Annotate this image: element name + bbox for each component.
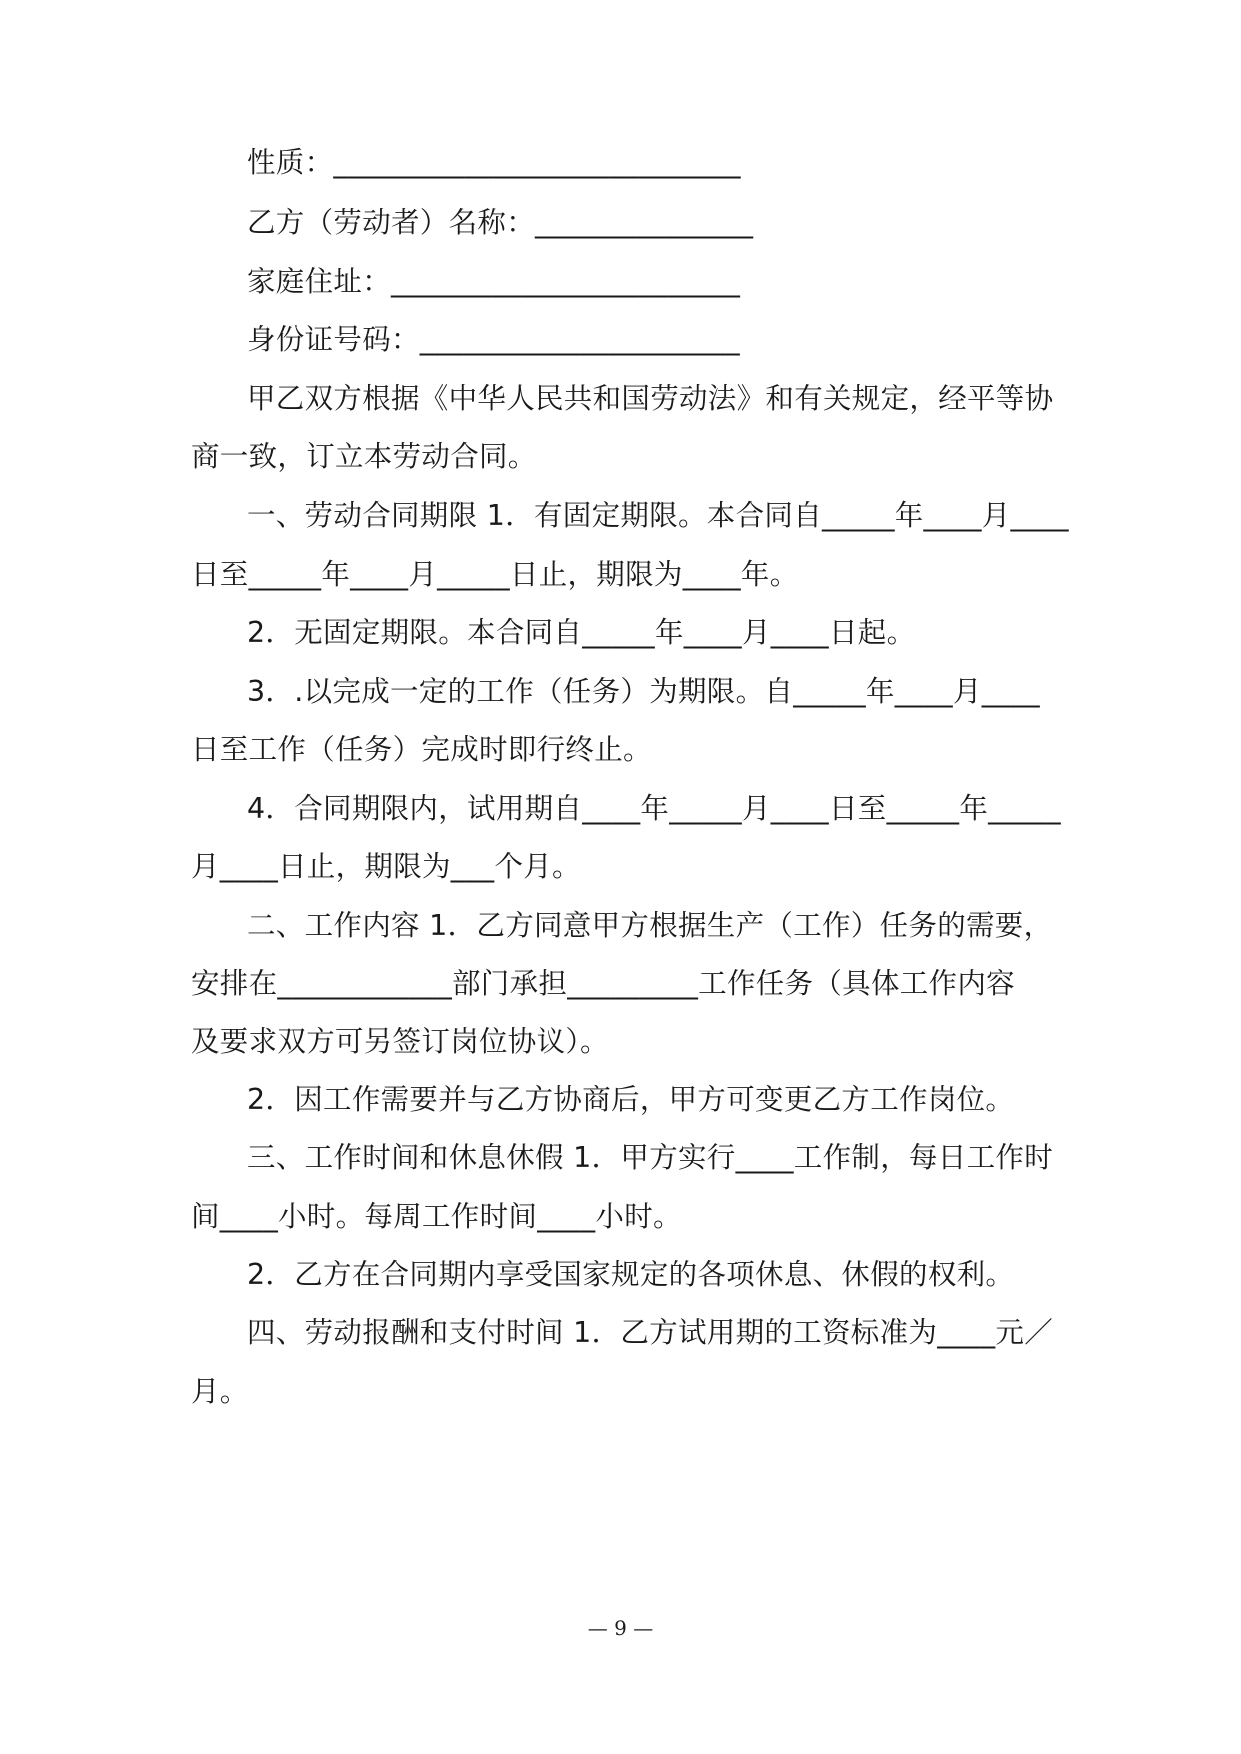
working-hours-clause-1-line-1: 三、工作时间和休息休假 1．甲方实行____工作制，每日工作时: [247, 1141, 1053, 1174]
contract-term-clause-3-line-2: 日至工作（任务）完成时即行终止。: [191, 733, 652, 766]
page-number: — 9 —: [587, 1616, 654, 1640]
contract-term-clause-3-line-1: 3．.以完成一定的工作（任务）为期限。自_____年____月____: [247, 675, 1040, 708]
nature-field: 性质：____________________________: [247, 146, 741, 179]
work-content-clause-1-line-3: 及要求双方可另签订岗位协议）。: [191, 1025, 609, 1058]
work-content-clause-2: 2．因工作需要并与乙方协商后，甲方可变更乙方工作岗位。: [247, 1083, 1015, 1116]
probation-clause-line-1: 4．合同期限内，试用期自____年_____月____日至_____年_____: [247, 792, 1061, 825]
id-number-field: 身份证号码：______________________: [247, 323, 740, 356]
work-content-clause-1-line-2: 安排在____________部门承担_________工作任务（具体工作内容: [191, 967, 1015, 1000]
remuneration-clause-1-line-2: 月。: [191, 1375, 249, 1408]
working-hours-clause-1-line-2: 间____小时。每周工作时间____小时。: [191, 1200, 682, 1233]
work-content-clause-1-line-1: 二、工作内容 1．乙方同意甲方根据生产（工作）任务的需要，: [247, 909, 1053, 942]
preamble-line-1: 甲乙双方根据《中华人民共和国劳动法》和有关规定，经平等协: [247, 382, 1054, 415]
preamble-line-2: 商一致，订立本劳动合同。: [191, 440, 537, 473]
party-b-name-field: 乙方（劳动者）名称：_______________: [247, 206, 754, 239]
remuneration-clause-1-line-1: 四、劳动报酬和支付时间 1．乙方试用期的工资标准为____元／: [247, 1316, 1053, 1349]
contract-term-clause-2: 2．无固定期限。本合同自_____年____月____日起。: [247, 616, 916, 649]
working-hours-clause-2: 2．乙方在合同期内享受国家规定的各项休息、休假的权利。: [247, 1258, 1015, 1291]
probation-clause-line-2: 月____日止，期限为___个月。: [191, 850, 581, 883]
home-address-field: 家庭住址：________________________: [247, 265, 741, 298]
contract-term-clause-1-line-2: 日至_____年____月_____日止，期限为____年。: [191, 558, 799, 591]
contract-term-clause-1-line-1: 一、劳动合同期限 1．有固定期限。本合同自_____年____月____: [247, 499, 1069, 532]
